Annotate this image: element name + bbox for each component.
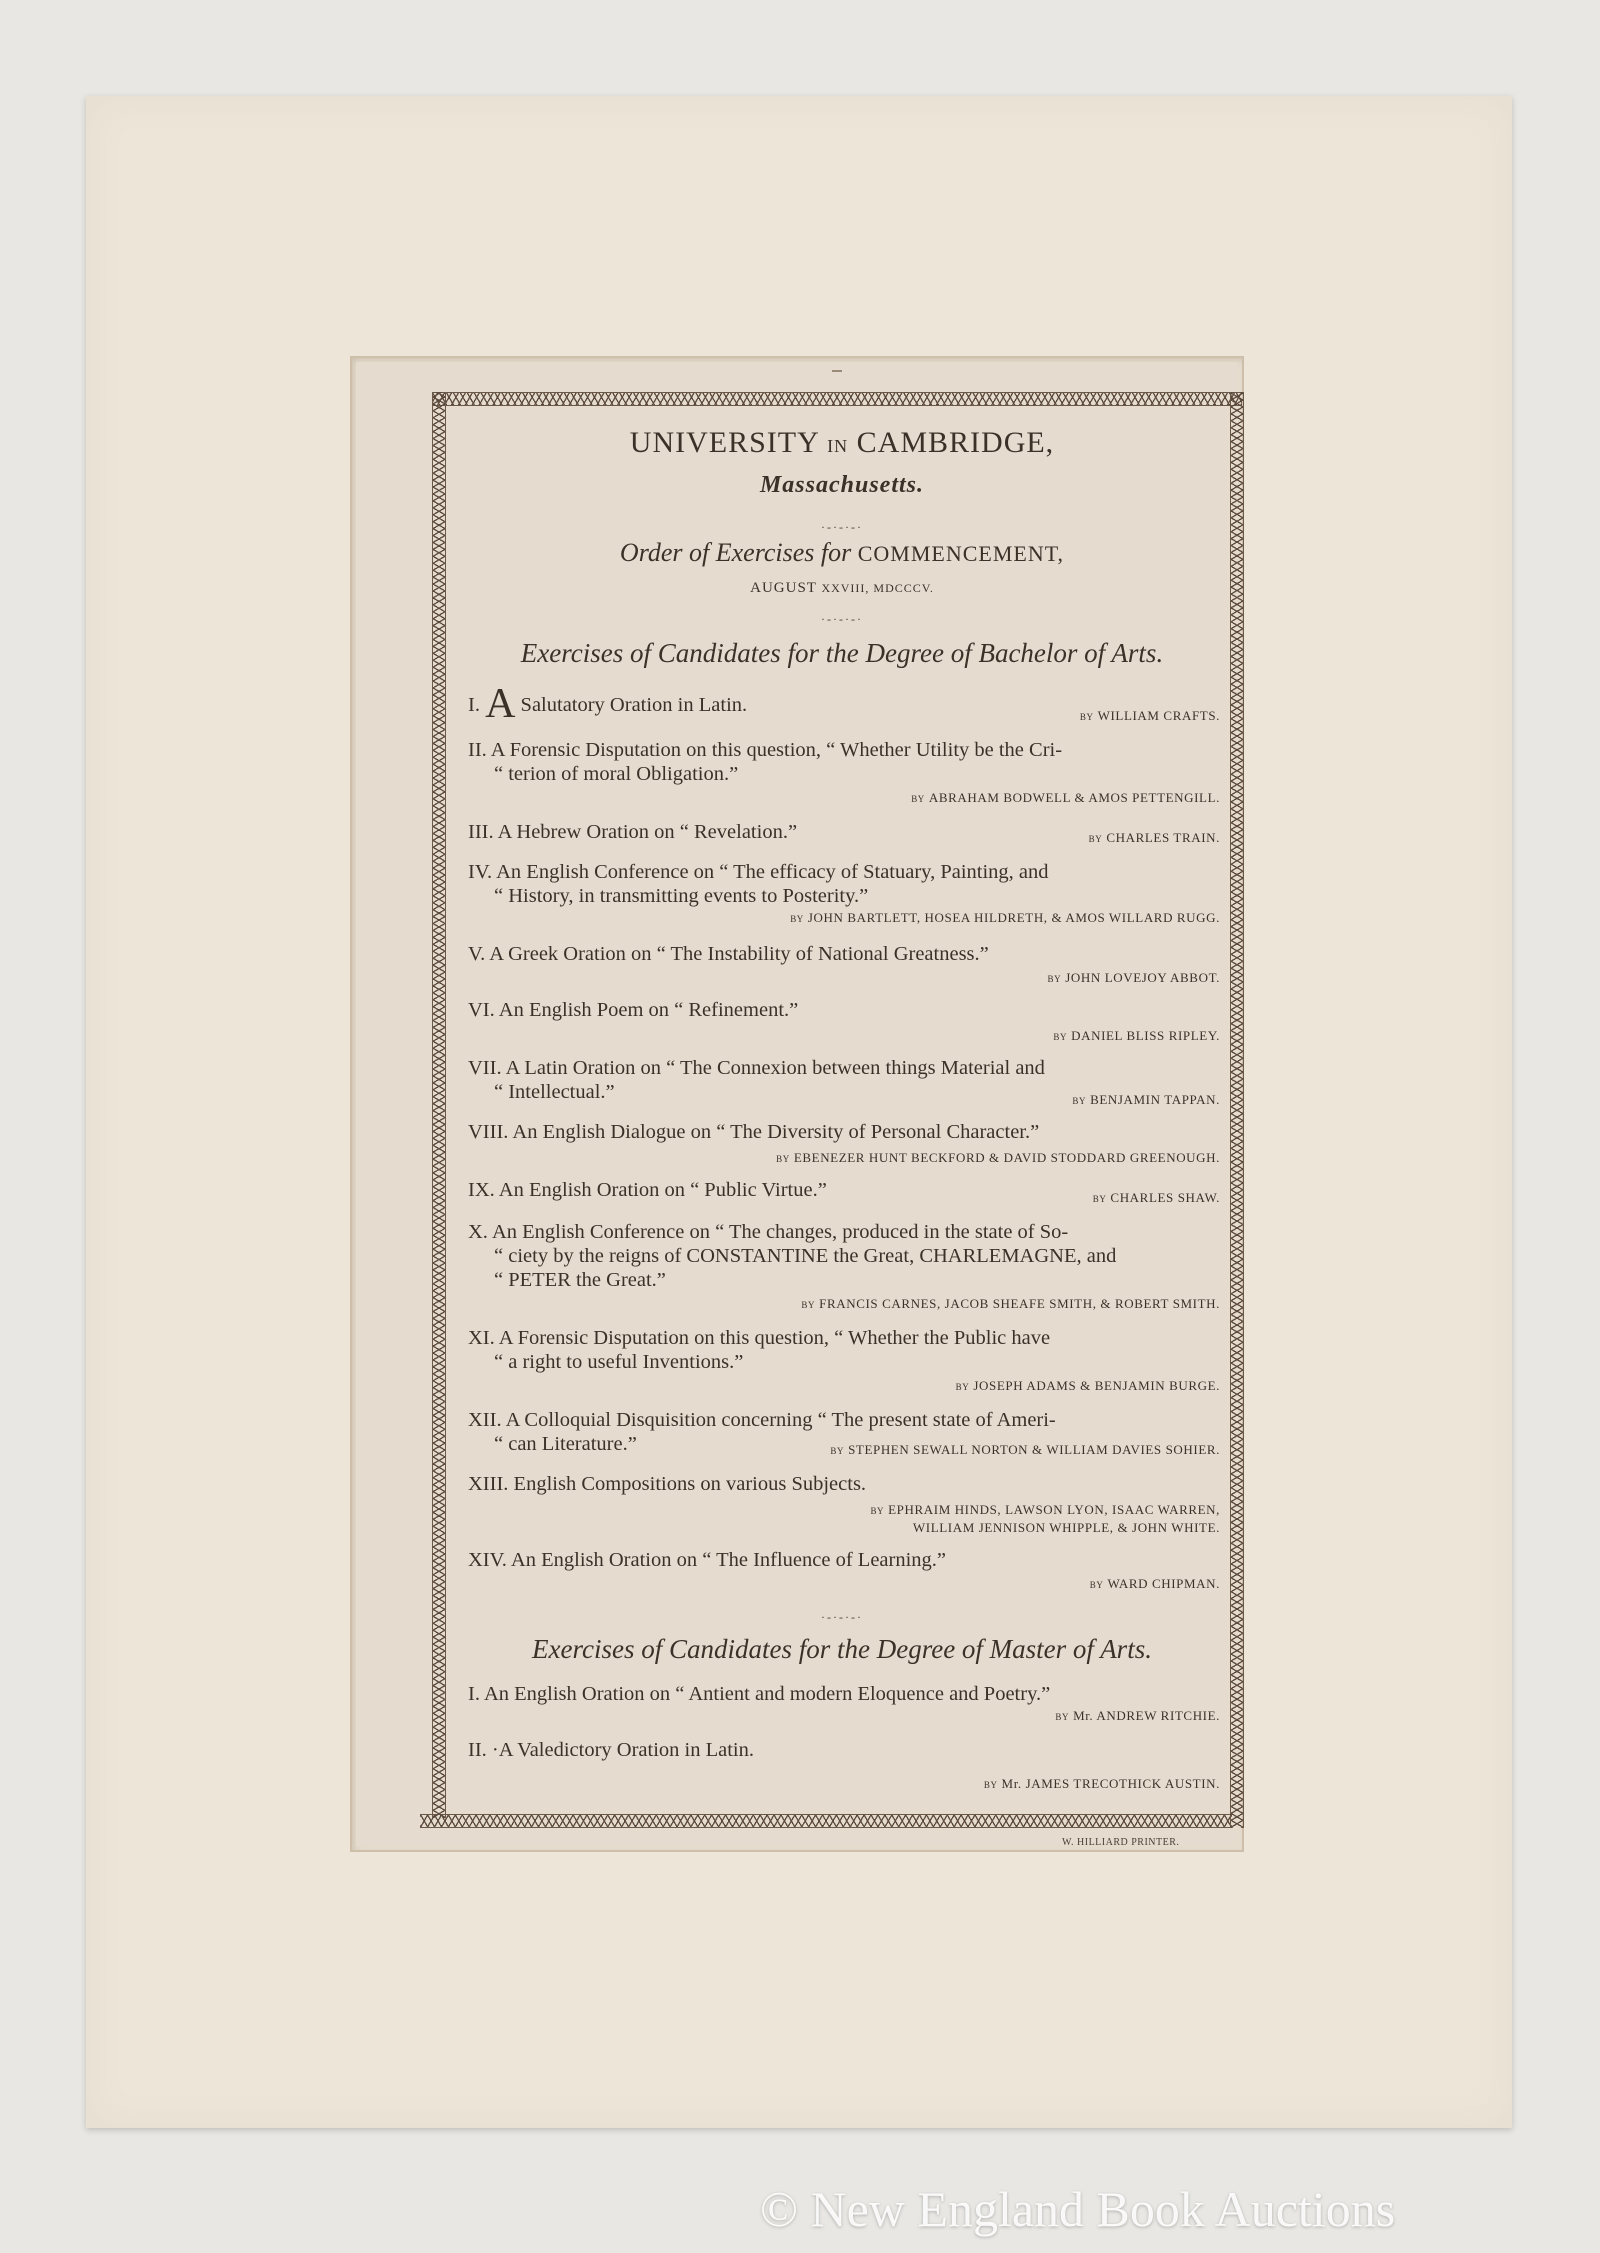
item-number: II. (468, 739, 487, 761)
copyright-watermark: © New England Book Auctions (760, 2181, 1396, 2237)
item-number: II. (468, 1739, 487, 1761)
byline-names: WARD CHIPMAN. (1107, 1576, 1220, 1591)
item-number: VIII. (468, 1121, 509, 1143)
item-text: A Latin Oration on “ The Connexion between things Material and (505, 1057, 1045, 1079)
item-text: English Compositions on various Subjects. (513, 1473, 867, 1495)
title-word-in: IN (827, 436, 849, 456)
title-word-university: UNIVERSITY (629, 426, 819, 459)
item-byline (1048, 970, 1220, 986)
byline-names: JOSEPH ADAMS & BENJAMIN BURGE. (973, 1378, 1220, 1393)
by-word: BY (790, 914, 804, 924)
by-word: BY (830, 1446, 845, 1456)
item-byline (984, 1776, 1220, 1792)
item-number: X. (468, 1221, 488, 1243)
item-text: ·A Valedictory Oration in Latin. (491, 1739, 754, 1761)
by-word: BY (955, 1382, 970, 1392)
byline-names: Mr. JAMES TRECOTHICK AUSTIN. (1001, 1776, 1220, 1791)
by-word: BY (776, 1154, 790, 1164)
date-rest: XXVIII, MDCCCV. (821, 581, 934, 595)
item-text: An English Dialogue on “ The Diversity of Personal Character.” (512, 1121, 1040, 1143)
item-number: III. (468, 821, 494, 843)
item-text-continued: “ terion of moral Obligation.” (494, 763, 739, 785)
by-word: BY (1079, 712, 1094, 722)
paper-mark (832, 370, 842, 372)
ornamental-border-right (1230, 392, 1244, 1828)
list-item (468, 1548, 1218, 1572)
item-text-continued: “ History, in transmitting events to Posterity.” (494, 885, 869, 907)
printer-imprint: W. HILLIARD PRINTER. (1062, 1837, 1180, 1848)
byline-names: FRANCIS CARNES, JACOB SHEAFE SMITH, & ROBERT SMITH. (819, 1296, 1220, 1311)
item-byline (1072, 1092, 1220, 1108)
byline-names: DANIEL BLISS RIPLEY. (1071, 1028, 1220, 1043)
by-word: BY (1053, 1032, 1068, 1042)
order-title (468, 538, 1216, 568)
list-item (468, 1120, 1218, 1144)
list-item (468, 738, 1218, 786)
byline-names: STEPHEN SEWALL NORTON & WILLIAM DAVIES SOHIER. (848, 1442, 1220, 1457)
list-item (468, 1220, 1218, 1292)
item-text: Salutatory Oration in Latin. (520, 694, 748, 716)
date-month: AUGUST (750, 580, 817, 596)
list-item (468, 1472, 1218, 1496)
commencement-date (468, 580, 1216, 597)
item-byline (956, 1378, 1220, 1394)
item-byline-continued: WILLIAM JENNISON WHIPPLE, & JOHN WHITE. (912, 1520, 1220, 1535)
item-text: An English Conference on “ The changes, produced in the state of So- (491, 1221, 1069, 1243)
bachelor-heading: Exercises of Candidates for the Degree of Bachelor of Arts. (520, 638, 1164, 668)
item-text: An English Poem on “ Refinement.” (498, 999, 799, 1021)
by-word: BY (1089, 1580, 1104, 1590)
list-item (468, 1326, 1218, 1374)
item-byline (911, 790, 1220, 806)
item-number: I. (468, 1683, 480, 1705)
item-byline (1080, 708, 1220, 724)
byline-names: CHARLES TRAIN. (1106, 830, 1220, 845)
item-number: XIII. (468, 1473, 509, 1495)
item-number: VII. (468, 1057, 502, 1079)
item-text-continued: “ PETER the Great.” (494, 1269, 666, 1291)
ornamental-border-left (432, 392, 446, 1818)
item-byline (801, 1296, 1220, 1312)
master-heading: Exercises of Candidates for the Degree of Master of Arts. (532, 1634, 1152, 1664)
item-text: An English Conference on “ The efficacy of Statuary, Painting, and (496, 861, 1049, 883)
ornamental-border-top (432, 392, 1242, 406)
item-text: A Greek Oration on “ The Instability of National Greatness.” (489, 943, 989, 965)
item-byline (830, 1442, 1220, 1458)
item-byline (1093, 1190, 1220, 1206)
by-word: BY (1072, 1096, 1087, 1106)
item-text: A Forensic Disputation on this question, “ Whether the Public have (498, 1327, 1051, 1349)
by-word: BY (983, 1780, 998, 1790)
list-item (468, 998, 1218, 1022)
item-number: IX. (468, 1179, 495, 1201)
item-text-continued: “ ciety by the reigns of CONSTANTINE the Great, CHARLEMAGNE, and (494, 1245, 1117, 1267)
item-text-continued: “ can Literature.” (494, 1433, 637, 1455)
list-item (468, 1682, 1218, 1706)
by-word: BY (1088, 834, 1103, 844)
title-university (468, 426, 1216, 460)
drop-letter: A (485, 681, 516, 727)
item-byline (870, 1502, 1220, 1518)
ornament-divider: ·-·-·-· (821, 520, 863, 534)
by-word: BY (1092, 1194, 1107, 1204)
by-word: BY (1047, 974, 1062, 984)
list-item (468, 942, 1218, 966)
by-word: BY (911, 794, 925, 804)
by-word: BY (801, 1300, 816, 1310)
byline-names: JOHN LOVEJOY ABBOT. (1065, 970, 1220, 985)
title-state: Massachusetts. (759, 472, 925, 498)
byline-names: ABRAHAM BODWELL & AMOS PETTENGILL. (928, 790, 1220, 805)
item-byline (1089, 830, 1220, 846)
item-text: A Forensic Disputation on this question, “ Whether Utility be the Cri- (490, 739, 1063, 761)
order-commencement: COMMENCEMENT, (857, 541, 1065, 566)
title-word-cambridge: CAMBRIDGE, (856, 426, 1055, 459)
list-item (468, 1738, 1218, 1762)
item-text: An English Oration on “ The Influence of Learning.” (510, 1549, 947, 1571)
byline-names: EBENEZER HUNT BECKFORD & DAVID STODDARD GREENOUGH. (793, 1150, 1220, 1165)
item-text: A Colloquial Disquisition concerning “ The present state of Ameri- (505, 1409, 1056, 1431)
item-number: XII. (468, 1409, 502, 1431)
item-text-continued: “ Intellectual.” (494, 1081, 615, 1103)
list-item (468, 860, 1218, 908)
item-number: XIV. (468, 1549, 507, 1571)
ornament-divider: ·-·-·-· (821, 1610, 863, 1624)
byline-names: JOHN BARTLETT, HOSEA HILDRETH, & AMOS WILLARD RUGG. (807, 910, 1220, 925)
by-word: BY (870, 1506, 885, 1516)
item-number: IV. (468, 861, 493, 883)
order-prefix: Order of Exercises for (619, 538, 852, 567)
item-byline (776, 1150, 1220, 1166)
item-number: VI. (468, 999, 495, 1021)
broadside-content (468, 420, 1220, 1820)
item-text: An English Oration on “ Public Virtue.” (498, 1179, 827, 1201)
item-text: A Hebrew Oration on “ Revelation.” (497, 821, 798, 843)
byline-names: WILLIAM CRAFTS. (1097, 708, 1220, 723)
ornament-divider: ·-·-·-· (821, 612, 863, 626)
byline-names: EPHRAIM HINDS, LAWSON LYON, ISAAC WARREN, (888, 1502, 1220, 1517)
byline-names: CHARLES SHAW. (1110, 1190, 1220, 1205)
item-byline (1090, 1576, 1220, 1592)
item-number: I. (468, 694, 480, 716)
byline-names: BENJAMIN TAPPAN. (1090, 1092, 1220, 1107)
byline-names: Mr. ANDREW RITCHIE. (1073, 1708, 1220, 1723)
by-word: BY (1055, 1712, 1070, 1722)
item-text: An English Oration on “ Antient and modern Eloquence and Poetry.” (483, 1683, 1051, 1705)
item-byline (790, 910, 1220, 926)
item-byline (1055, 1708, 1220, 1724)
item-text-continued: “ a right to useful Inventions.” (494, 1351, 744, 1373)
item-number: XI. (468, 1327, 495, 1349)
item-number: V. (468, 943, 486, 965)
item-byline (1053, 1028, 1220, 1044)
